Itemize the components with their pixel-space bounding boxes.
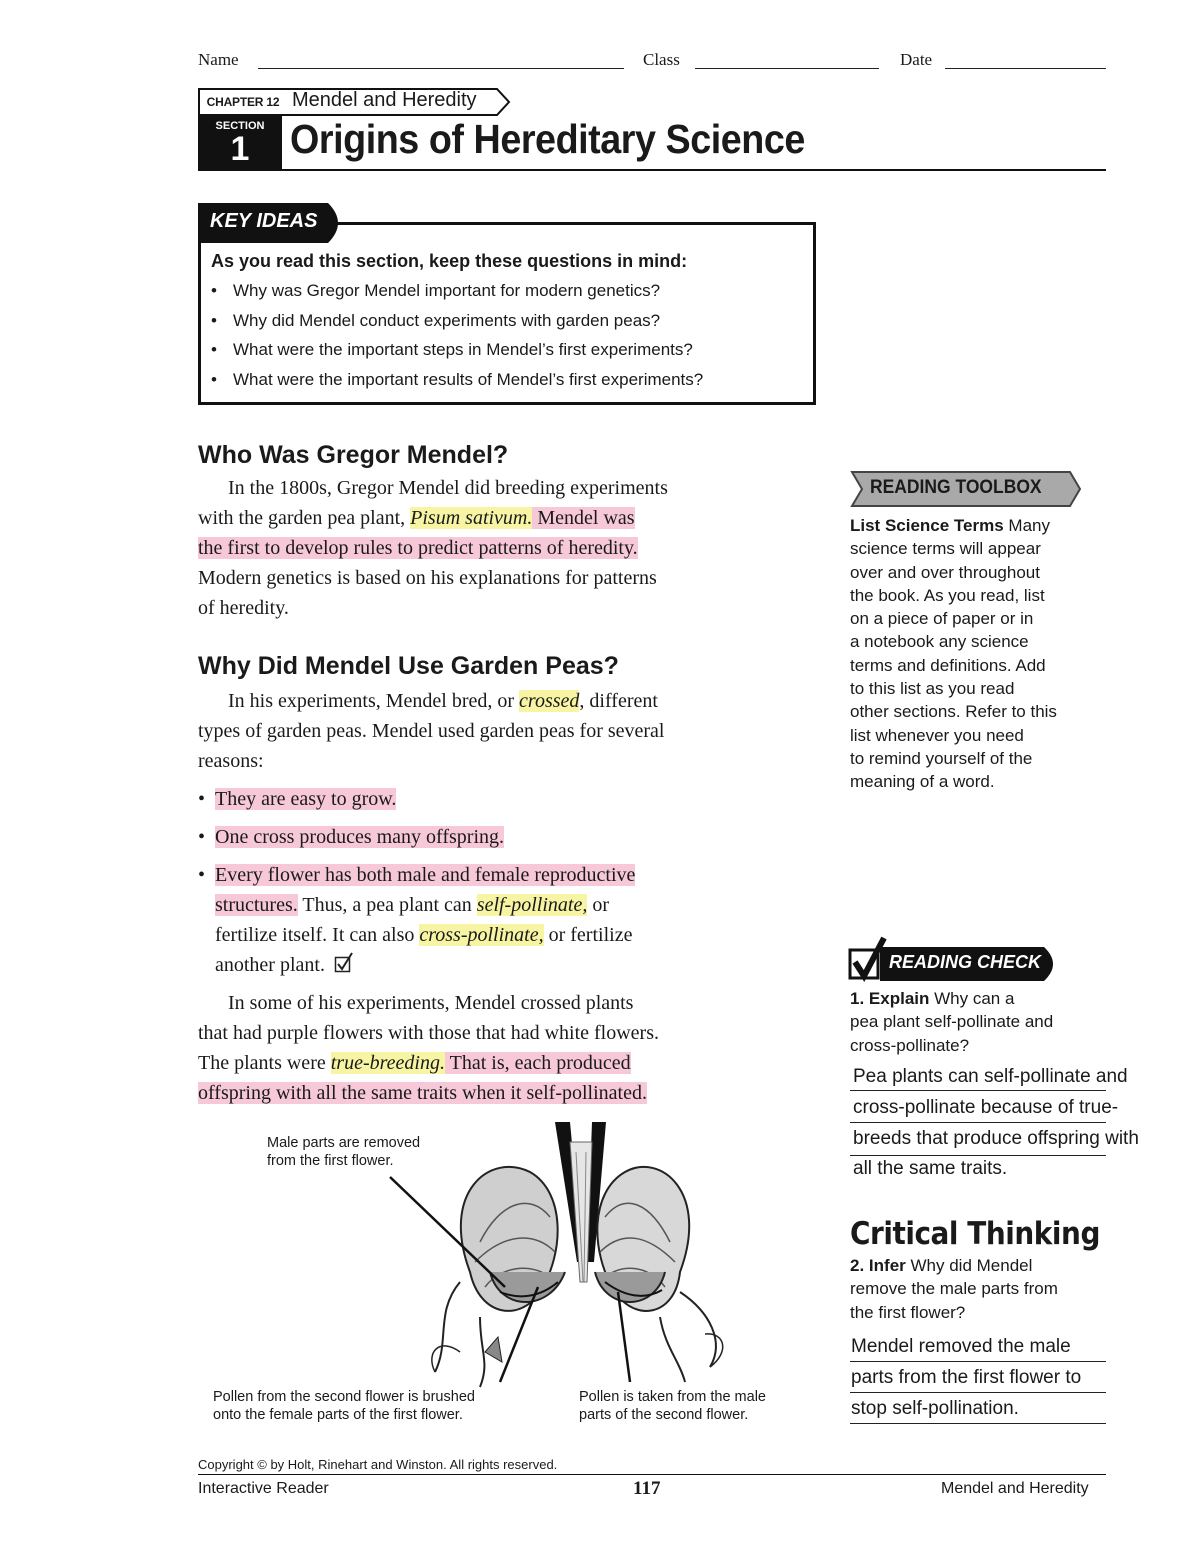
caption-line: Pollen from the second flower is brushed	[213, 1389, 475, 1405]
toolbox-line: to remind yourself of the	[850, 748, 1033, 768]
section-label: SECTION	[215, 120, 265, 132]
body-text: types of garden peas. Mendel used garden peas for several	[198, 720, 665, 742]
reading-toolbox-label: READING TOOLBOX	[870, 477, 1042, 498]
section2-paragraph	[198, 686, 664, 776]
highlight-pink: offspring with all the same traits when it self-pollinated.	[198, 1082, 647, 1104]
pea-flower-illustration	[380, 1122, 760, 1392]
answer-rule	[850, 1361, 1106, 1362]
toolbox-line: the book. As you read, list	[850, 585, 1045, 605]
answer-1-line[interactable]: all the same traits.	[853, 1158, 1008, 1179]
answer-rule	[850, 1155, 1106, 1156]
body-text: In his experiments, Mendel bred, or	[228, 690, 520, 712]
title-divider	[198, 169, 1106, 171]
caption-line: from the first flower.	[267, 1153, 394, 1169]
toolbox-line: meaning of a word.	[850, 772, 995, 792]
chapter-title: Mendel and Heredity	[292, 89, 477, 111]
highlight-pink: Every flower has both male and female reproductive	[215, 864, 636, 886]
copyright-notice: Copyright © by Holt, Rinehart and Winston. All rights reserved.	[198, 1457, 558, 1472]
highlight-term-self-pollinate: self-pollinate,	[476, 894, 588, 916]
section1-paragraph	[198, 473, 668, 623]
reading-check-label: READING CHECK	[889, 952, 1042, 972]
footer-divider	[198, 1474, 1106, 1475]
chapter-label-box	[198, 88, 286, 116]
body-text: or fertilize	[543, 924, 633, 946]
toolbox-line: science terms will appear	[850, 539, 1041, 559]
answer-1-line[interactable]: cross-pollinate because of true-	[853, 1097, 1119, 1118]
footer-book-title: Interactive Reader	[198, 1480, 329, 1497]
highlight-pink: One cross produces many offspring.	[215, 826, 505, 848]
page-number: 117	[633, 1478, 661, 1499]
key-ideas-intro: As you read this section, keep these questions in mind:	[211, 251, 688, 271]
reading-check-icon	[334, 952, 354, 974]
toolbox-term: List Science Terms	[850, 516, 1004, 535]
caption-male-parts-removed	[267, 1134, 420, 1170]
body-text: or	[587, 894, 609, 916]
name-label: Name	[198, 50, 239, 69]
highlight-pink: Mendel was	[532, 507, 635, 529]
key-idea-item: • What were the important results of Mendel’s first experiments?	[211, 370, 703, 400]
answer-2-line[interactable]: stop self-pollination.	[851, 1398, 1019, 1419]
reading-check-question	[850, 987, 1053, 1057]
answer-1-line[interactable]: Pea plants can self-pollinate and	[853, 1066, 1128, 1087]
answer-2-line[interactable]: parts from the first flower to	[851, 1367, 1082, 1388]
toolbox-line: over and over throughout	[850, 562, 1040, 582]
section-badge	[198, 116, 282, 171]
body-text: another plant.	[215, 954, 325, 976]
question-line: remove the male parts from	[850, 1279, 1058, 1299]
highlight-pink: They are easy to grow.	[215, 788, 397, 810]
highlight-term-true-breeding: true-breeding.	[330, 1052, 445, 1074]
class-label: Class	[643, 50, 680, 69]
body-text: reasons:	[198, 750, 264, 772]
highlight-term-crossed: crossed	[519, 690, 580, 712]
body-text: In some of his experiments, Mendel crossed plants	[228, 992, 634, 1014]
name-field-line[interactable]	[258, 68, 624, 69]
answer-rule	[850, 1090, 1106, 1091]
highlight-term-cross-pollinate: cross-pollinate,	[419, 924, 544, 946]
bullet-item: • They are easy to grow.	[198, 788, 397, 810]
class-field-line[interactable]	[695, 68, 879, 69]
heading-who-was-mendel: Who Was Gregor Mendel?	[198, 441, 509, 469]
first-flower	[432, 1167, 565, 1387]
highlight-pink: structures.	[215, 894, 298, 916]
heading-why-garden-peas: Why Did Mendel Use Garden Peas?	[198, 652, 619, 680]
bullet-item: • Every flower has both male and female reproductive structures. Thus, a pea plant can self-pollinate, or fertilize itself. It can also cross-pollinate, or fertilize another plant.	[198, 864, 636, 976]
question-verb: Infer	[868, 1256, 906, 1275]
chapter-label: CHAPTER 12	[206, 95, 280, 109]
highlight-term-pisum: Pisum sativum.	[410, 507, 533, 529]
toolbox-line: on a piece of paper or in	[850, 609, 1034, 629]
page-title: Origins of Hereditary Science	[290, 116, 805, 162]
question-line: Why did Mendel	[905, 1256, 1033, 1275]
caption-pollen-taken	[579, 1388, 766, 1424]
footer-chapter-title: Mendel and Heredity	[941, 1480, 1089, 1497]
caption-line: parts of the second flower.	[579, 1407, 749, 1423]
second-flower	[595, 1167, 723, 1382]
answer-rule	[850, 1392, 1106, 1393]
caption-pollen-brushed	[213, 1388, 475, 1424]
toolbox-line: other sections. Refer to this	[850, 702, 1057, 722]
question-verb: Explain	[868, 989, 930, 1008]
caption-line: Pollen is taken from the male	[579, 1389, 766, 1405]
question-line: cross-pollinate?	[850, 1035, 970, 1055]
caption-line: Male parts are removed	[267, 1135, 421, 1151]
section1-line: In the 1800s, Gregor Mendel did breeding experiments	[228, 477, 668, 499]
answer-rule	[850, 1122, 1106, 1123]
body-text: fertilize itself. It can also	[215, 924, 420, 946]
question-number: 1.	[850, 989, 865, 1008]
section-number: 1	[230, 130, 250, 168]
question-line: pea plant self-pollinate and	[850, 1012, 1054, 1032]
section1-line: of heredity.	[198, 597, 289, 619]
critical-thinking-question	[850, 1254, 1058, 1324]
key-ideas-list	[211, 281, 703, 399]
question-line: Why can a	[929, 989, 1015, 1008]
body-text: Thus, a pea plant can	[297, 894, 477, 916]
toolbox-line: Many	[1003, 516, 1050, 535]
answer-1-line[interactable]: breeds that produce offspring with	[853, 1128, 1139, 1149]
caption-line: onto the female parts of the first flower.	[213, 1407, 463, 1423]
date-label: Date	[900, 50, 933, 69]
answer-rule	[850, 1423, 1106, 1424]
section2-paragraph-2	[198, 988, 659, 1108]
bullet-item: • One cross produces many offspring.	[198, 826, 505, 848]
body-text: , different	[579, 690, 658, 712]
toolbox-line: list whenever you need	[850, 725, 1024, 745]
key-idea-item: • Why was Gregor Mendel important for modern genetics?	[211, 281, 703, 311]
body-text: that had purple flowers with those that had white flowers.	[198, 1022, 659, 1044]
key-idea-item: • Why did Mendel conduct experiments with garden peas?	[211, 311, 703, 341]
key-ideas-tab-label: KEY IDEAS	[210, 210, 318, 232]
highlight-pink: That is, each produced	[444, 1052, 631, 1074]
question-line: the first flower?	[850, 1302, 966, 1322]
highlight-pink: the first to develop rules to predict patterns of heredity.	[198, 537, 638, 559]
answer-2-line[interactable]: Mendel removed the male	[851, 1336, 1071, 1357]
toolbox-line: a notebook any science	[850, 632, 1029, 652]
toolbox-line: terms and definitions. Add	[850, 655, 1046, 675]
question-number: 2.	[850, 1256, 865, 1275]
section1-line: Modern genetics is based on his explanations for patterns	[198, 567, 657, 589]
date-field-line[interactable]	[945, 68, 1106, 69]
section1-line: with the garden pea plant,	[198, 507, 411, 529]
toolbox-line: to this list as you read	[850, 679, 1015, 699]
key-idea-item: • What were the important steps in Mendel’s first experiments?	[211, 340, 703, 370]
body-text: The plants were	[198, 1052, 331, 1074]
reading-toolbox-text	[850, 514, 1057, 794]
critical-thinking-heading: Critical Thinking	[850, 1216, 1100, 1252]
